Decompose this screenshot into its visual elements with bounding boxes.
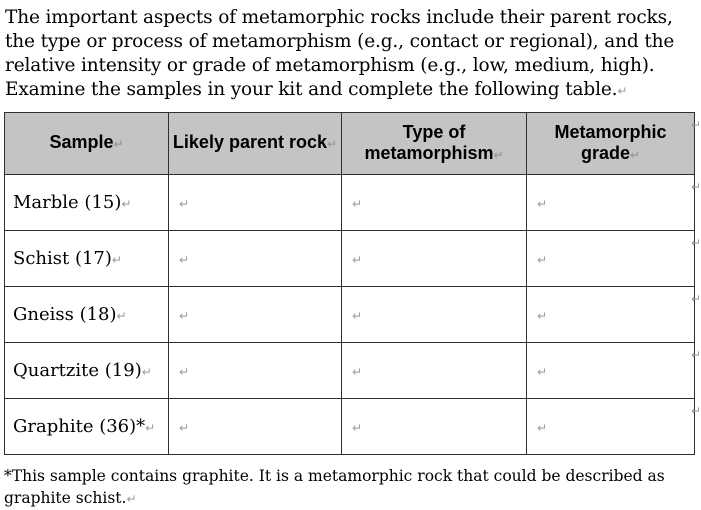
cell-mark-icon: ↵ bbox=[537, 253, 548, 267]
cell-mark-icon: ↵ bbox=[145, 421, 156, 435]
cell-mark-icon: ↵ bbox=[179, 365, 190, 379]
sample-cell: Gneiss (18)↵ bbox=[5, 287, 169, 343]
metamorphism-type-cell[interactable] bbox=[342, 231, 527, 287]
instructions-paragraph bbox=[5, 6, 695, 103]
sample-cell: Schist (17)↵ bbox=[5, 231, 169, 287]
row-end-mark-icon: ↵ bbox=[691, 292, 701, 306]
metamorphism-type-cell[interactable] bbox=[342, 343, 527, 399]
table-header-row bbox=[5, 113, 695, 175]
footnote bbox=[4, 465, 694, 510]
cell-mark-icon: ↵ bbox=[537, 197, 548, 211]
cell-mark-icon: ↵ bbox=[116, 309, 127, 323]
cell-mark-icon: ↵ bbox=[352, 309, 363, 323]
header-metamorphic-grade: Metamorphic grade↵ bbox=[527, 113, 695, 175]
cell-mark-icon: ↵ bbox=[111, 253, 122, 267]
metamorphic-grade-cell[interactable] bbox=[527, 343, 695, 399]
row-end-mark-icon: ↵ bbox=[691, 118, 701, 132]
row-end-mark-icon: ↵ bbox=[691, 404, 701, 418]
cell-mark-icon: ↵ bbox=[537, 365, 548, 379]
instructions-text: The important aspects of metamorphic rocks include their parent rocks, the type or process of metamorphism (e.g., contact or regional), and the relative intensity or grade of metamorphism (e.g., low, medium, high). Examine the samples in your kit and complete the following table. bbox=[5, 7, 675, 100]
parent-rock-cell[interactable] bbox=[169, 287, 342, 343]
cell-mark-icon: ↵ bbox=[352, 365, 363, 379]
cell-mark-icon: ↵ bbox=[352, 197, 363, 211]
cell-mark-icon: ↵ bbox=[179, 197, 190, 211]
table-row bbox=[5, 343, 695, 399]
cell-mark-icon: ↵ bbox=[113, 137, 124, 151]
sample-cell: Quartzite (19)↵ bbox=[5, 343, 169, 399]
row-end-mark-icon: ↵ bbox=[691, 180, 701, 194]
cell-mark-icon: ↵ bbox=[179, 253, 190, 267]
cell-mark-icon: ↵ bbox=[352, 421, 363, 435]
metamorphic-grade-cell[interactable] bbox=[527, 287, 695, 343]
parent-rock-cell[interactable] bbox=[169, 175, 342, 231]
header-sample: Sample↵ bbox=[5, 113, 169, 175]
cell-mark-icon: ↵ bbox=[493, 147, 504, 162]
metamorphic-grade-cell[interactable] bbox=[527, 175, 695, 231]
cell-mark-icon: ↵ bbox=[327, 137, 338, 151]
metamorphic-grade-cell[interactable] bbox=[527, 399, 695, 455]
footnote-text: *This sample contains graphite. It is a metamorphic rock that could be described as graphite schist. bbox=[4, 467, 665, 507]
cell-mark-icon: ↵ bbox=[141, 365, 152, 379]
row-end-mark-icon: ↵ bbox=[691, 236, 701, 250]
paragraph-mark-icon: ↵ bbox=[617, 84, 628, 98]
metamorphic-rocks-table bbox=[4, 112, 695, 455]
row-end-mark-icon: ↵ bbox=[691, 348, 701, 362]
table-row bbox=[5, 399, 695, 455]
paragraph-mark-icon: ↵ bbox=[126, 492, 137, 506]
parent-rock-cell[interactable] bbox=[169, 343, 342, 399]
table-row bbox=[5, 287, 695, 343]
parent-rock-cell[interactable] bbox=[169, 231, 342, 287]
metamorphism-type-cell[interactable] bbox=[342, 399, 527, 455]
cell-mark-icon: ↵ bbox=[352, 253, 363, 267]
header-metamorphism-type: Type of metamorphism↵ bbox=[342, 113, 527, 175]
cell-mark-icon: ↵ bbox=[121, 197, 132, 211]
cell-mark-icon: ↵ bbox=[629, 147, 641, 162]
table-row bbox=[5, 175, 695, 231]
cell-mark-icon: ↵ bbox=[537, 421, 548, 435]
metamorphism-type-cell[interactable] bbox=[342, 175, 527, 231]
parent-rock-cell[interactable] bbox=[169, 399, 342, 455]
sample-cell: Marble (15)↵ bbox=[5, 175, 169, 231]
cell-mark-icon: ↵ bbox=[179, 309, 190, 323]
header-parent-rock: Likely parent rock↵ bbox=[169, 113, 342, 175]
metamorphism-type-cell[interactable] bbox=[342, 287, 527, 343]
sample-cell: Graphite (36)*↵ bbox=[5, 399, 169, 455]
table-row bbox=[5, 231, 695, 287]
cell-mark-icon: ↵ bbox=[179, 421, 190, 435]
cell-mark-icon: ↵ bbox=[537, 309, 548, 323]
metamorphic-grade-cell[interactable] bbox=[527, 231, 695, 287]
